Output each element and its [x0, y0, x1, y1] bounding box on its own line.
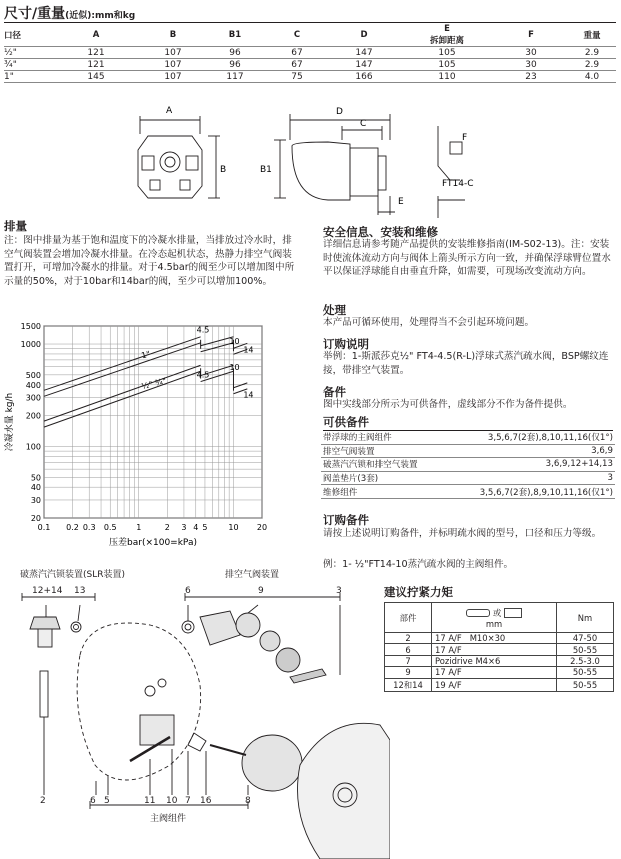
divider [4, 22, 616, 23]
table-row [4, 71, 616, 83]
cell: 105 [438, 47, 456, 58]
dims-table [4, 24, 616, 83]
col-e [400, 24, 494, 47]
cell: 2.9 [584, 47, 600, 58]
cell: 3,6,9,12+14,13 [444, 458, 615, 472]
y-tick-label: 500 [25, 370, 41, 380]
cell: 30 [525, 47, 537, 58]
x-tick-label: 0.5 [103, 523, 117, 532]
col-f: F [528, 30, 534, 40]
dims-title [4, 3, 135, 23]
cell: 107 [164, 71, 182, 82]
cell: 67 [291, 47, 303, 58]
part-5: 5 [104, 796, 110, 806]
part-12-14: 12+14 [32, 586, 63, 596]
dims-header-row [4, 24, 616, 47]
chart-annotation: 4.5 [196, 370, 210, 380]
table-row [4, 59, 616, 71]
y-tick-label: 200 [25, 411, 41, 421]
slr-label: 破蒸汽汽锁装置(SLR装置) [20, 570, 126, 580]
y-tick-label: 100 [25, 442, 41, 452]
cell: 3,5,6,7(2套),8,10,11,16(仅1°) [444, 431, 615, 444]
cell: 9 [385, 667, 432, 678]
chart-annotation: 4.5 [196, 325, 210, 335]
cell: 17 A/F [432, 644, 557, 655]
cell: 17 A/F [435, 633, 462, 644]
label-d: D [336, 107, 343, 117]
x-tick-label: 4 [193, 523, 199, 532]
ordering-spares-example: 例：1- ½"FT14-10蒸汽疏水阀的主阀组件。 [323, 559, 514, 570]
x-tick-label: 3 [181, 523, 187, 532]
torque-col-nm: Nm [557, 603, 614, 633]
wrench-icon [466, 609, 490, 617]
main-assembly-label: 主阀组件 [150, 814, 187, 824]
table-row [321, 458, 615, 472]
cell: ¾" [4, 59, 17, 70]
cell: 23 [525, 71, 537, 82]
cell: 维修组件 [321, 485, 444, 499]
cell: 破蒸汽汽锁和排空气装置 [321, 458, 444, 472]
cell: 2 [385, 633, 432, 644]
chart-annotation: 14 [243, 390, 254, 400]
chart-annotation: 14 [243, 345, 254, 355]
label-f: F [462, 133, 468, 143]
col-b: B [169, 30, 177, 40]
part-7: 7 [185, 796, 191, 806]
series-line [44, 371, 201, 427]
col-size: 口径 [4, 31, 22, 41]
cell: 47-50 [557, 633, 614, 644]
x-tick-label: 2 [164, 523, 170, 532]
series-line [44, 365, 201, 421]
x-tick-label: 1 [136, 523, 142, 532]
table-row [385, 633, 614, 644]
x-tick-label: 20 [256, 523, 268, 532]
series-line [44, 337, 201, 391]
spares-table [321, 431, 615, 499]
torque-col-part: 部件 [385, 603, 432, 633]
dimension-drawing [120, 100, 500, 220]
socket-icon [504, 608, 522, 618]
x-tick-label: 0.2 [66, 523, 79, 532]
label-c: C [360, 119, 367, 129]
cell: 147 [355, 59, 373, 70]
part-2: 2 [40, 796, 46, 806]
torque-or: 或 [492, 607, 502, 618]
part-3: 3 [336, 586, 342, 596]
part-6b: 6 [90, 796, 96, 806]
cell: 7 [385, 655, 432, 666]
cell: 107 [164, 47, 182, 58]
cell: 4.0 [584, 71, 600, 82]
series-line [44, 343, 201, 397]
series-line [233, 383, 247, 388]
cell: 2.5-3.0 [557, 655, 614, 666]
cell: 50-55 [557, 667, 614, 678]
series-label: 1" [140, 349, 152, 361]
table-row [385, 678, 614, 691]
cell: 17 A/F [432, 667, 557, 678]
col-d: D [360, 30, 368, 40]
cell: 117 [226, 71, 244, 82]
table-row [4, 47, 616, 59]
col-e-sub: 拆卸距离 [429, 36, 464, 46]
part-9: 9 [258, 586, 264, 596]
y-tick-label: 400 [25, 380, 41, 390]
label-b1: B1 [260, 165, 272, 175]
cell: 67 [291, 59, 303, 70]
capacity-title: 排量 [4, 219, 27, 233]
cell: 75 [291, 71, 303, 82]
table-row [321, 444, 615, 458]
cell: 147 [355, 47, 373, 58]
cell: 145 [87, 71, 105, 82]
cell: 2.9 [584, 59, 600, 70]
cell: 110 [438, 71, 456, 82]
cell: M10×30 [469, 633, 506, 644]
y-axis-label: 冷凝水量 kg/h [5, 392, 15, 452]
table-row [385, 667, 614, 678]
torque-title: 建议拧紧力矩 [384, 585, 453, 599]
label-a: A [166, 106, 173, 116]
cell: 121 [87, 59, 105, 70]
dims-unit: (近似):mm和kg [65, 11, 136, 21]
torque-table [384, 602, 614, 692]
spares-title: 备件 [323, 385, 346, 399]
capacity-body: 注：图中排量为基于饱和温度下的冷凝水排量，当排放过冷水时，排空气阀装置会增加冷凝水排量。在冷态起机状态，热静力排空气阀装置打开，可增加冷凝水的排量。对于4.5bar的阀至少可以增加图中所示量的50%，对于10bar和14bar的阀，至少可以增加100%。 [4, 235, 295, 287]
table-row [385, 655, 614, 666]
cell: 96 [229, 47, 241, 58]
x-tick-label: 0.1 [37, 523, 51, 532]
y-tick-label: 1500 [20, 322, 41, 331]
vent-label: 排空气阀装置 [225, 570, 280, 580]
torque-header [385, 603, 614, 633]
cell: 107 [164, 59, 182, 70]
cell: Pozidrive M4×6 [432, 655, 557, 666]
cell: 3,6,9 [444, 444, 615, 458]
disposal-title: 处理 [323, 303, 346, 317]
table-row [321, 485, 615, 499]
label-model: FT14-C [442, 179, 474, 189]
chart-annotation: 10 [229, 362, 240, 372]
col-a: A [92, 30, 100, 40]
cell: 50-55 [557, 644, 614, 655]
label-e: E [398, 197, 404, 207]
safety-title: 安全信息、安装和维修 [323, 225, 438, 239]
dims-title-text: 尺寸/重量 [4, 6, 66, 22]
ordering-title: 订购说明 [323, 337, 369, 351]
cell: 30 [525, 59, 537, 70]
torque-col-size [432, 603, 557, 633]
cell: 50-55 [557, 678, 614, 691]
spares-body: 图中实线部分所示为可供备件，虚线部分不作为备件提供。 [323, 399, 573, 410]
table-row [321, 431, 615, 444]
table-row [385, 644, 614, 655]
cell: 3,5,6,7(2套),8,9,10,11,16(仅1°) [444, 485, 615, 499]
torque-mm: mm [485, 618, 503, 629]
safety-body: 详细信息请参考随产品提供的安装维修指南(IM-S02-13)。注：安装时使流体流动方向与阀体上箭头所示方向一致，并确保浮球臂位置水平以保证浮球能自由垂直升降，如需要，可现场改变流动方向。 [323, 239, 611, 278]
ordering-spares-title: 订购备件 [323, 513, 369, 527]
y-tick-label: 40 [30, 483, 41, 493]
cell: 96 [229, 59, 241, 70]
col-b1: B1 [228, 30, 242, 40]
part-11: 11 [144, 796, 156, 806]
col-e-letter: E [444, 24, 450, 34]
cell: 166 [355, 71, 373, 82]
cell: 12和14 [385, 678, 432, 691]
part-13: 13 [74, 586, 86, 596]
cell: 1" [4, 71, 14, 82]
cell: 6 [385, 644, 432, 655]
series-label: ½" ¾" [140, 376, 168, 392]
spares-sub: 可供备件 [323, 415, 369, 429]
y-tick-label: 1000 [20, 340, 41, 350]
disposal-body: 本产品可循环使用，处理得当不会引起环境问题。 [323, 317, 535, 328]
ordering-body: 举例：1-斯派莎克½" FT4-4.5(R-L)浮球式蒸汽疏水阀，BSP螺纹连接，带排空气装置。 [323, 351, 609, 376]
table-row [321, 471, 615, 485]
cell: 121 [87, 47, 105, 58]
part-8: 8 [245, 796, 251, 806]
cell: 105 [438, 59, 456, 70]
x-axis-label: 压差bar(×100=kPa) [109, 538, 197, 548]
ordering-spares-body: 请按上述说明订购备件，并标明疏水阀的型号，口径和压力等级。 [323, 528, 602, 539]
x-tick-label: 5 [202, 523, 208, 532]
chart-annotation: 10 [229, 337, 240, 347]
cell: 3 [444, 471, 615, 485]
cell: 带浮球的主阀组件 [321, 431, 444, 444]
label-b: B [220, 165, 227, 175]
part-6: 6 [185, 586, 191, 596]
cell: 排空气阀装置 [321, 444, 444, 458]
y-tick-label: 300 [25, 393, 41, 403]
part-16: 16 [200, 796, 212, 806]
y-tick-label: 20 [30, 514, 41, 523]
cell: ½" [4, 47, 17, 58]
x-tick-label: 0.3 [82, 523, 96, 532]
exploded-view [0, 565, 390, 859]
y-tick-label: 50 [30, 473, 41, 483]
y-tick-label: 30 [30, 495, 41, 505]
col-weight: 重量 [583, 31, 601, 41]
cell: 阀盖垫片(3套) [321, 471, 444, 485]
part-10: 10 [166, 796, 178, 806]
capacity-chart [0, 318, 300, 550]
x-tick-label: 10 [228, 523, 239, 532]
col-c: C [293, 30, 301, 40]
cell: 19 A/F [432, 678, 557, 691]
